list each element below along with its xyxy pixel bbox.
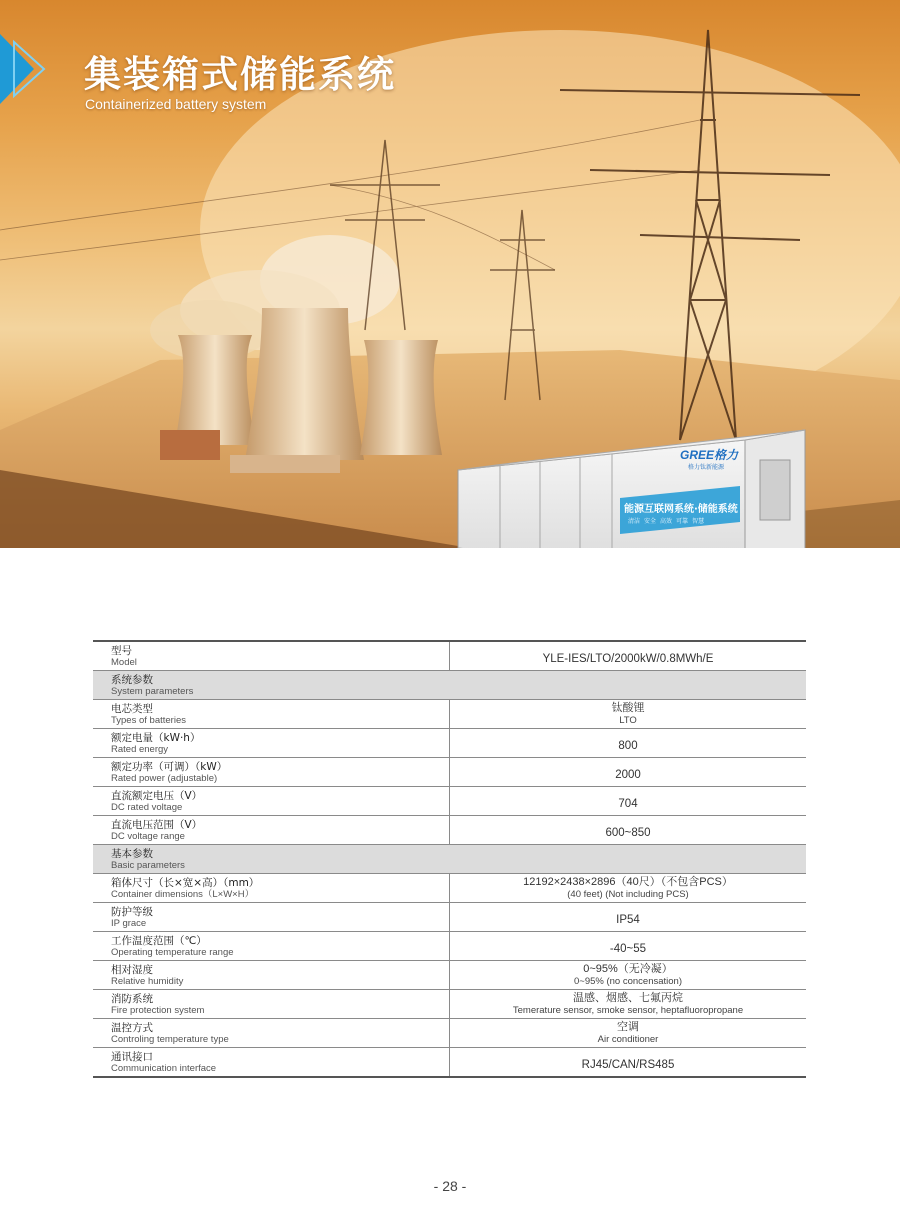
table-row xyxy=(93,990,806,1019)
row-label-zh: 消防系统 xyxy=(111,992,153,1005)
table-row xyxy=(93,758,806,787)
section-title-en: Basic parameters xyxy=(111,859,185,871)
section-header xyxy=(93,845,806,874)
row-value: 钛酸锂 xyxy=(611,702,645,714)
container-tag: 可靠 xyxy=(676,518,689,525)
section-title-zh: 系统参数 xyxy=(111,673,153,686)
container-brand xyxy=(680,446,738,463)
row-label-zh: 额定电量（kW·h） xyxy=(111,731,201,744)
row-label-en: DC rated voltage xyxy=(111,801,183,813)
row-value: IP54 xyxy=(616,913,640,926)
row-value-en: 0~95% (no concensation) xyxy=(573,976,682,987)
row-label-zh: 工作温度范围（℃） xyxy=(111,934,207,947)
table-row xyxy=(93,903,806,932)
container-tag: 安全 xyxy=(644,518,657,525)
page-title: 集装箱式储能系统 xyxy=(84,53,396,96)
page-subtitle: Containerized battery system xyxy=(85,96,267,112)
table-row xyxy=(93,641,806,671)
table-row xyxy=(93,874,806,903)
row-value: 12192×2438×2896（40尺）（不包含PCS） xyxy=(523,876,733,888)
container-tag: 智慧 xyxy=(692,518,705,525)
row-label-en: IP grace xyxy=(111,917,147,929)
row-label-en: Controling temperature type xyxy=(111,1033,229,1045)
container-tag: 清洁 xyxy=(628,518,641,525)
container-brand-sub: 格力钛新能源 xyxy=(688,464,725,471)
container-tags xyxy=(628,516,704,525)
arrow-badge-icon xyxy=(0,34,70,104)
row-value-en: LTO xyxy=(619,715,637,726)
row-label-en: Operating temperature range xyxy=(111,946,234,958)
row-value: 704 xyxy=(618,797,638,810)
row-label-zh: 额定功率（可调）（kW） xyxy=(111,760,228,773)
row-value: 2000 xyxy=(615,768,641,781)
table-row xyxy=(93,787,806,816)
row-label-en: Communication interface xyxy=(111,1062,217,1074)
row-label-zh: 直流额定电压（V） xyxy=(111,789,203,802)
row-value: 600~850 xyxy=(605,826,651,839)
hero-banner xyxy=(0,0,900,548)
row-value: 温感、烟感、七氟丙烷 xyxy=(573,992,683,1004)
row-label-en: Rated power (adjustable) xyxy=(111,772,218,784)
table-row xyxy=(93,1048,806,1078)
page-number: - 28 - xyxy=(433,1178,467,1194)
row-value: 800 xyxy=(618,739,638,752)
table-row xyxy=(93,1019,806,1048)
row-label-en: Container dimensions（L×W×H） xyxy=(111,888,255,900)
row-label-zh: 箱体尺寸（长×宽×高）（mm） xyxy=(111,876,260,889)
row-label-zh: 电芯类型 xyxy=(111,702,153,715)
row-value: YLE-IES/LTO/2000kW/0.8MWh/E xyxy=(542,652,714,665)
row-label-en: Fire protection system xyxy=(111,1004,205,1016)
row-label-en: Relative humidity xyxy=(111,975,184,987)
row-label-en: Types of batteries xyxy=(111,714,186,726)
row-label-zh: 相对湿度 xyxy=(111,963,153,976)
row-label-zh: 温控方式 xyxy=(111,1021,153,1034)
row-label-zh: 直流电压范围（V） xyxy=(111,818,203,831)
row-value: 0~95%（无冷凝） xyxy=(583,963,673,975)
table-row xyxy=(93,816,806,845)
row-label-en: Rated energy xyxy=(111,743,169,755)
row-label-zh: 型号 xyxy=(111,644,132,657)
container-banner: 能源互联网系统·储能系统 xyxy=(624,504,738,515)
row-label-en: DC voltage range xyxy=(111,830,185,842)
table-row xyxy=(93,700,806,729)
brand-logo-text: GREE xyxy=(680,448,715,462)
row-value: -40~55 xyxy=(609,942,647,955)
row-value-en: Temerature sensor, smoke sensor, heptafluoropropane xyxy=(512,1005,744,1016)
row-label-zh: 防护等级 xyxy=(111,905,153,918)
section-title-en: System parameters xyxy=(111,685,194,697)
table-row xyxy=(93,932,806,961)
row-value-en: (40 feet) (Not including PCS) xyxy=(567,889,689,900)
spec-table xyxy=(93,640,806,1078)
row-value-en: Air conditioner xyxy=(597,1034,659,1045)
row-value: RJ45/CAN/RS485 xyxy=(581,1058,675,1071)
row-value: 空调 xyxy=(617,1021,639,1033)
section-header xyxy=(93,671,806,700)
row-label-en: Model xyxy=(111,656,137,668)
table-row xyxy=(93,729,806,758)
table-row xyxy=(93,961,806,990)
brand-logo-cn: 格力 xyxy=(714,448,739,462)
row-label-zh: 通讯接口 xyxy=(111,1050,153,1063)
section-title-zh: 基本参数 xyxy=(111,847,153,860)
container-tag: 高效 xyxy=(660,518,673,525)
